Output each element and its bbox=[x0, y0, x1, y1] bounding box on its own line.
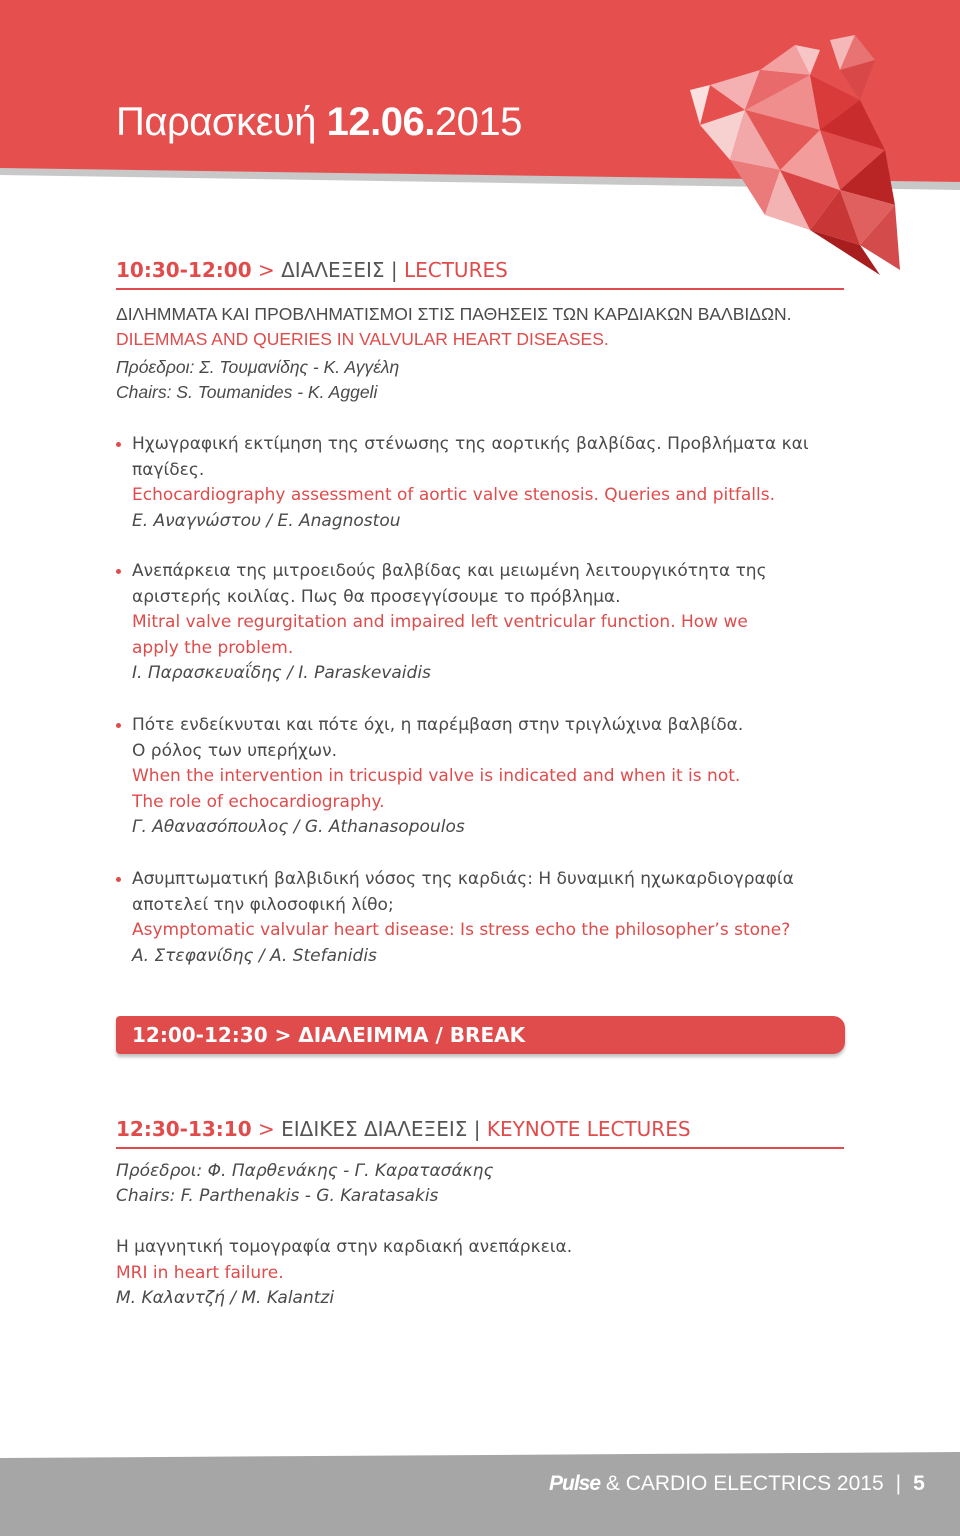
section-separator: | bbox=[473, 1117, 481, 1141]
section-arrow: > bbox=[257, 258, 275, 282]
date-day: Παρασκευή bbox=[116, 100, 317, 144]
page-number: 5 bbox=[913, 1472, 925, 1495]
footer-page-label bbox=[549, 1472, 925, 1496]
talk-title-gr: Η μαγνητική τομογραφία στην καρδιακή ανεπάρκεια. bbox=[116, 1237, 573, 1257]
talk-title-gr-cont: αποτελεί την φιλοσοφική λίθο; bbox=[132, 894, 394, 915]
section-label-en: KEYNOTE LECTURES bbox=[486, 1117, 691, 1141]
talk-speaker: Α. Στεφανίδης / A. Stefanidis bbox=[132, 945, 377, 966]
section-time: 10:30-12:00 bbox=[116, 258, 252, 282]
section-label-en: LECTURES bbox=[403, 258, 508, 282]
talk-title-gr-cont: αριστερής κοιλίας. Πως θα προσεγγίσουμε το πρόβλημα. bbox=[132, 586, 621, 607]
list-item bbox=[116, 713, 856, 841]
section-arrow: > bbox=[257, 1117, 275, 1141]
date-year: 2015 bbox=[434, 100, 522, 144]
talk-title-gr-cont: παγίδες. bbox=[132, 459, 205, 480]
talk-speaker: Ε. Αναγνώστου / E. Anagnostou bbox=[132, 510, 401, 531]
bullet-icon bbox=[116, 723, 121, 728]
section-divider bbox=[116, 288, 844, 290]
talk-title-en: When the intervention in tricuspid valve is indicated and when it is not. bbox=[132, 766, 741, 787]
talk-speaker: Γ. Αθανασόπουλος / G. Athanasopoulos bbox=[132, 817, 465, 838]
page-date-title bbox=[116, 100, 522, 145]
talk-speaker: Ι. Παρασκευαΐδης / I. Paraskevaidis bbox=[132, 663, 431, 684]
talk-title-gr: Ανεπάρκεια της μιτροειδούς βαλβίδας και μειωμένη λειτουργικότητα της bbox=[132, 561, 767, 581]
talk-speaker: Μ. Καλαντζή / M. Kalantzi bbox=[116, 1288, 335, 1308]
talk-title-gr: Ηχωγραφική εκτίμηση της στένωσης της αορτικής βαλβίδας. Προβλήματα και bbox=[132, 434, 809, 454]
section-keynote-heading bbox=[116, 1117, 691, 1141]
talk-title-en: Echocardiography assessment of aortic valve stenosis. Queries and pitfalls. bbox=[132, 485, 776, 506]
bullet-icon bbox=[116, 569, 121, 574]
break-text: 12:00-12:30 > ΔΙΑΛΕΙΜΜΑ / BREAK bbox=[132, 1023, 526, 1047]
talk-title-gr: Ασυμπτωματική βαλβιδική νόσος της καρδιάς: Η δυναμική ηχωκαρδιογραφία bbox=[132, 869, 794, 889]
chairs-en: Chairs: F. Parthenakis - G. Karatasakis bbox=[116, 1186, 439, 1206]
footer-brand: Pulse bbox=[549, 1472, 601, 1495]
talk-title-en-cont: apply the problem. bbox=[132, 637, 294, 658]
chairs-gr: Πρόεδροι: Φ. Παρθενάκης - Γ. Καρατασάκης bbox=[116, 1161, 494, 1181]
bullet-icon bbox=[116, 442, 121, 447]
section-separator: | bbox=[390, 258, 398, 282]
list-item bbox=[116, 432, 856, 534]
list-item bbox=[116, 559, 856, 687]
talk-title-en: Asymptomatic valvular heart disease: Is stress echo the philosopher’s stone? bbox=[132, 920, 791, 941]
session-title-en: DILEMMAS AND QUERIES IN VALVULAR HEART DISEASES. bbox=[116, 329, 609, 349]
polygon-heart-icon bbox=[690, 30, 910, 280]
session-title-gr: ΔΙΛΗΜΜΑΤΑ ΚΑΙ ΠΡΟΒΛΗΜΑΤΙΣΜΟΙ ΣΤΙΣ ΠΑΘΗΣΕΙΣ ΤΩΝ ΚΑΡΔΙΑΚΩΝ ΒΑΛΒΙΔΩΝ. bbox=[116, 304, 792, 324]
section-divider bbox=[116, 1147, 844, 1149]
footer-event: & CARDIO ELECTRICS 2015 bbox=[605, 1472, 884, 1495]
section-lectures-heading bbox=[116, 258, 508, 282]
talk-title-en: MRI in heart failure. bbox=[116, 1263, 284, 1283]
footer-separator: | bbox=[895, 1472, 902, 1495]
date-bold: 12.06. bbox=[326, 100, 435, 144]
section-label-gr: ΔΙΑΛΕΞΕΙΣ bbox=[281, 258, 385, 282]
section-time: 12:30-13:10 bbox=[116, 1117, 252, 1141]
break-banner bbox=[116, 1016, 845, 1054]
talk-title-en: Mitral valve regurgitation and impaired left ventricular function. How we bbox=[132, 612, 748, 633]
bullet-icon bbox=[116, 877, 121, 882]
chairs-en: Chairs: S. Toumanides - K. Aggeli bbox=[116, 382, 378, 402]
chairs-gr: Πρόεδροι: Σ. Τουμανίδης - Κ. Αγγέλη bbox=[116, 357, 400, 377]
list-item bbox=[116, 867, 856, 969]
section-label-gr: ΕΙΔΙΚΕΣ ΔΙΑΛΕΞΕΙΣ bbox=[281, 1117, 468, 1141]
talk-title-gr-cont: Ο ρόλος των υπερήχων. bbox=[132, 740, 337, 761]
talk-title-gr: Πότε ενδείκνυται και πότε όχι, η παρέμβαση στην τριγλώχινα βαλβίδα. bbox=[132, 715, 744, 735]
talk-title-en-cont: The role of echocardiography. bbox=[132, 791, 385, 812]
